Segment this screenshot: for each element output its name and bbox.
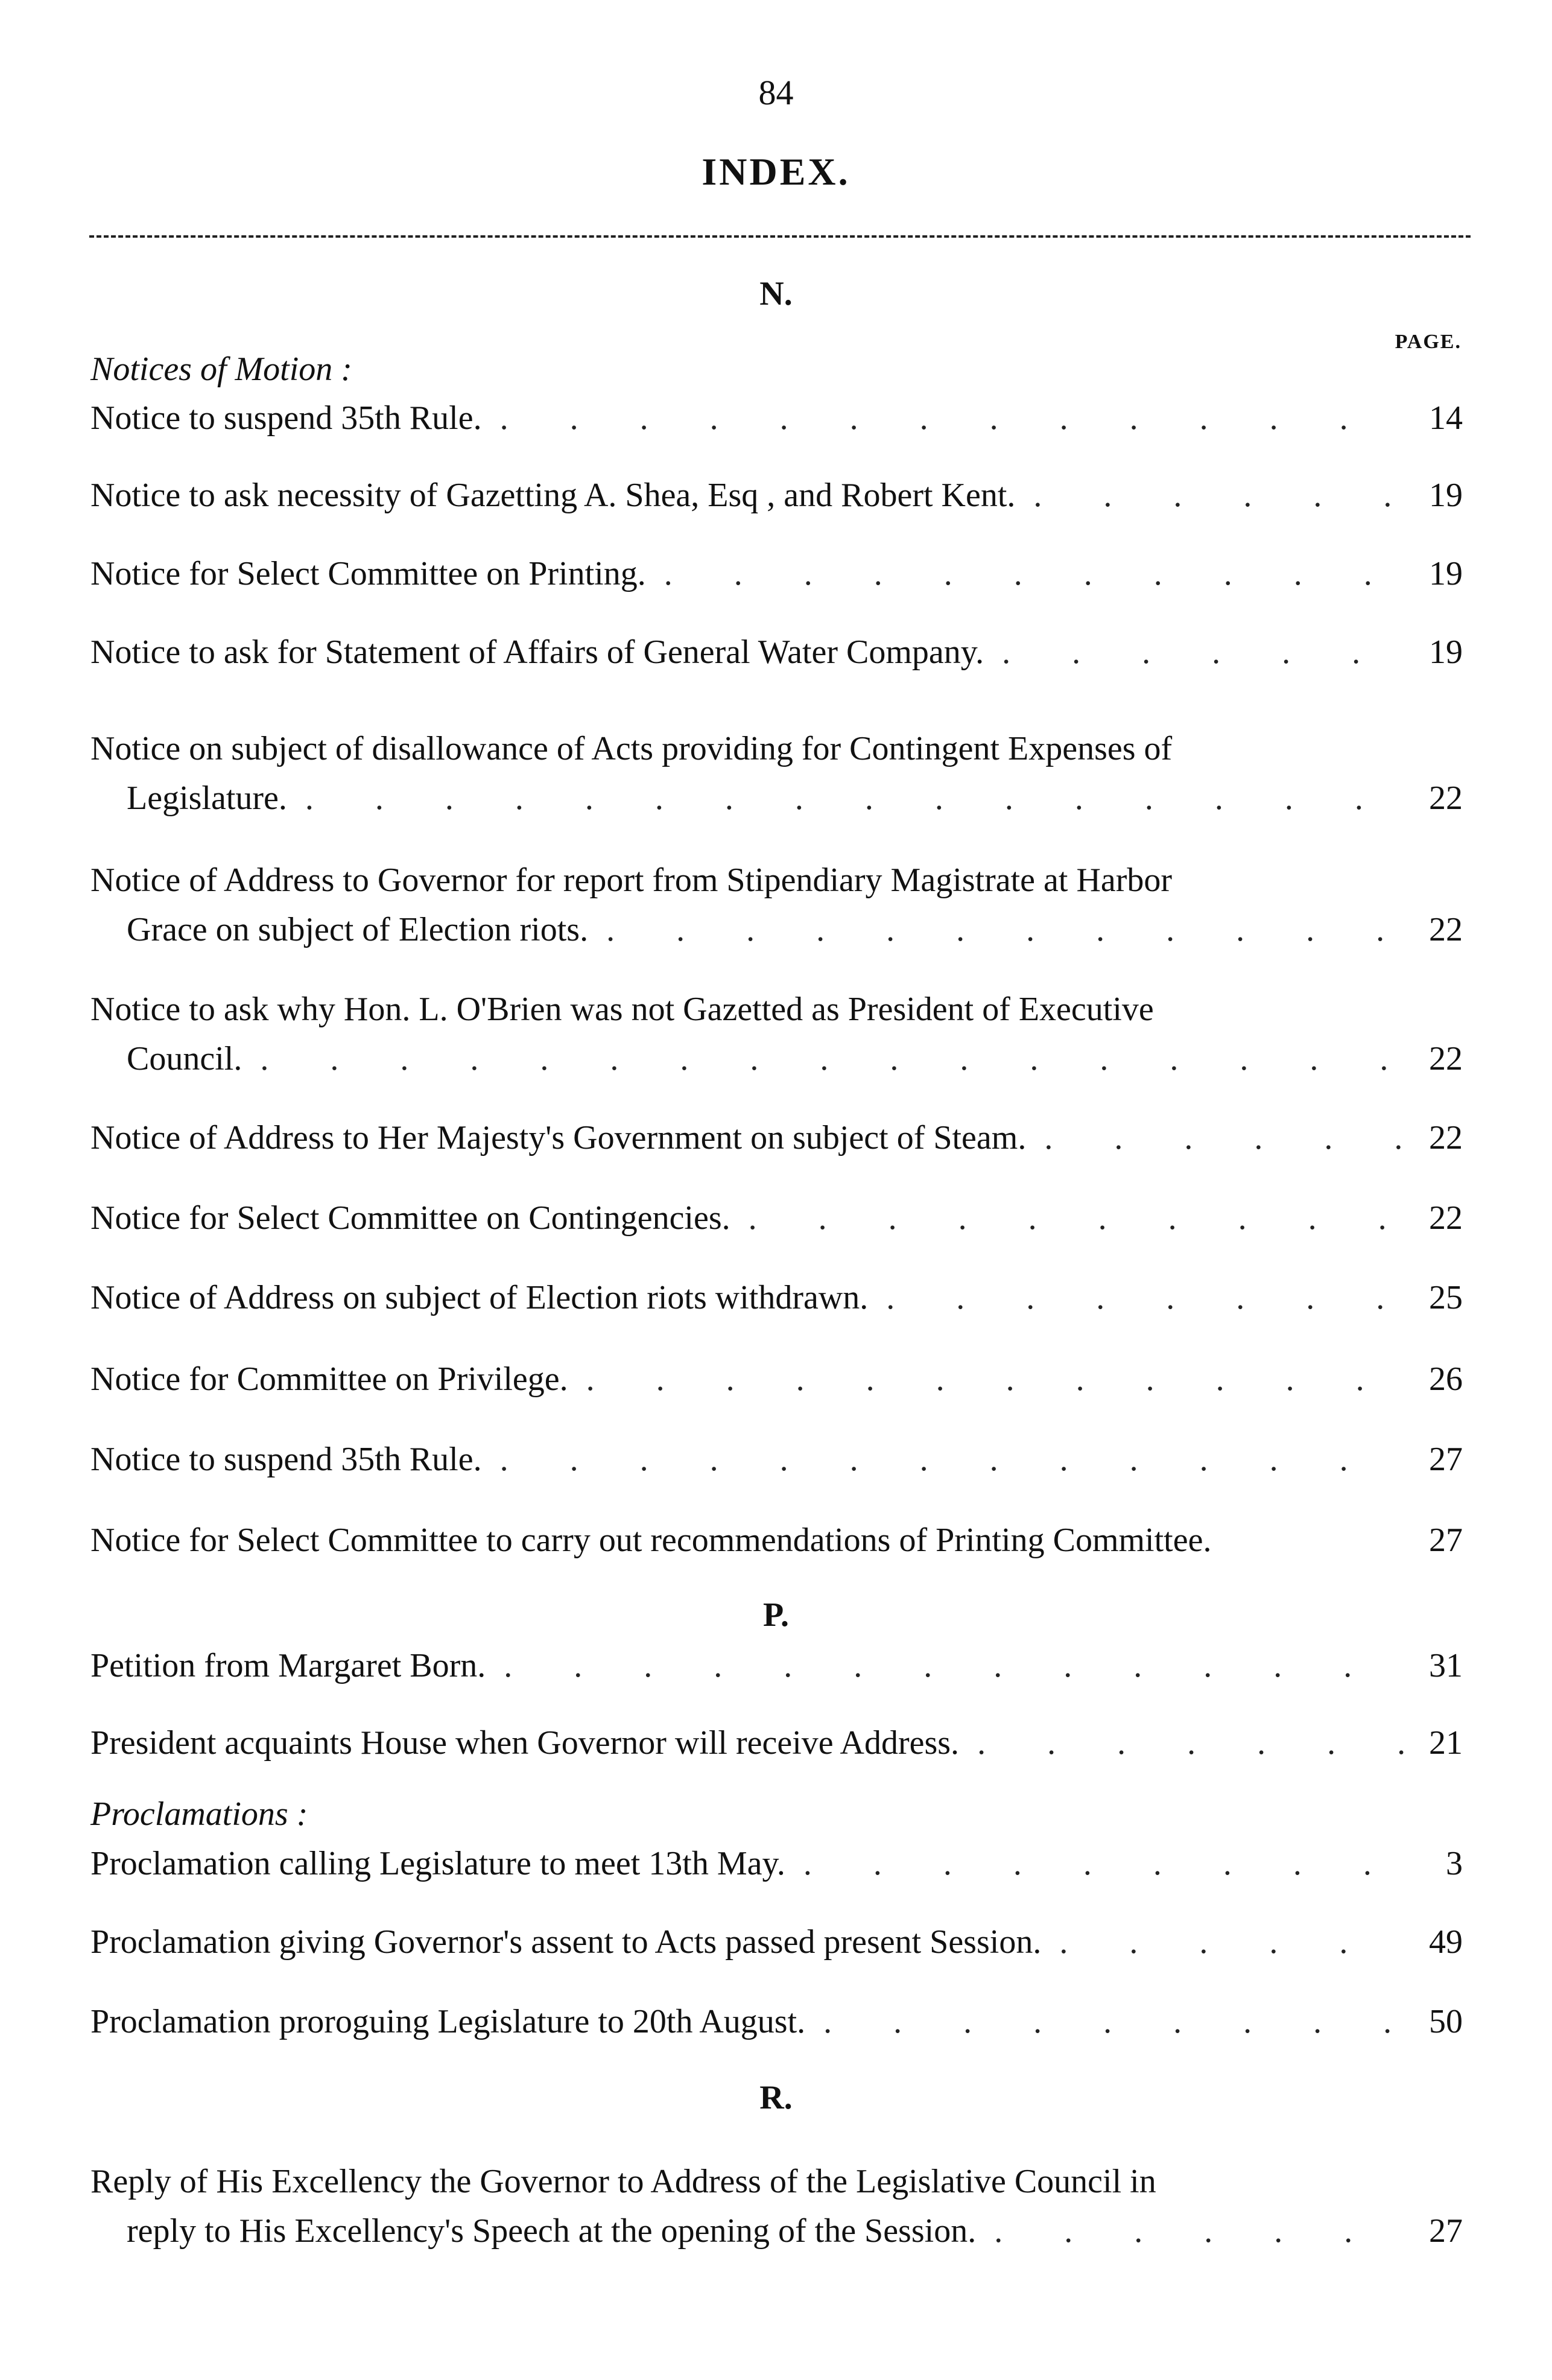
entry-text: Notice for Select Committee on Printing. — [90, 555, 646, 592]
leader-dots — [868, 1273, 1408, 1322]
entry-text: Proclamation proroguing Legislature to 20th August. — [90, 2003, 806, 2040]
entry-text: Proclamation calling Legislature to meet 13th May. — [90, 1845, 785, 1882]
index-title: INDEX. — [702, 150, 850, 193]
subheading-notices-of-motion: Notices of Motion : — [90, 351, 352, 388]
entry-text: Notice of Address to Governor for report from Stipendiary Magistrate at Harbor — [90, 862, 1173, 899]
entry-page: 27 — [1429, 1522, 1463, 1559]
page-column-label: PAGE. — [1395, 331, 1462, 353]
section-letter-r: R. — [759, 2079, 793, 2116]
entry-page: 25 — [1429, 1279, 1463, 1316]
entry-page: 19 — [1429, 633, 1463, 671]
entry-page: 27 — [1429, 1441, 1463, 1478]
entry-page: 19 — [1429, 555, 1463, 592]
entry-text: Notice to ask for Statement of Affairs of General Water Company. — [90, 633, 984, 671]
index-entry — [90, 1273, 1463, 1322]
index-entry — [90, 393, 1463, 443]
entry-page: 50 — [1429, 2003, 1463, 2040]
entry-page: 14 — [1429, 399, 1463, 437]
entry-text: Notice for Committee on Privilege. — [90, 1360, 568, 1398]
leader-dots — [646, 549, 1408, 598]
entry-text-continued: Council. — [127, 1040, 242, 1077]
entry-text: Reply of His Excellency the Governor to Address of the Legislative Council in — [90, 2163, 1156, 2200]
index-entry — [90, 985, 1463, 1084]
entry-page: 21 — [1429, 1724, 1463, 1762]
leader-dots — [959, 1718, 1408, 1768]
index-entry — [90, 627, 1463, 677]
leader-dots — [730, 1193, 1408, 1243]
entry-text: Notice for Select Committee on Contingencies. — [90, 1199, 730, 1237]
entry-text: Notice to ask necessity of Gazetting A. Shea, Esq , and Robert Kent. — [90, 477, 1016, 514]
leader-dots — [1041, 1917, 1408, 1967]
index-entry — [90, 2157, 1463, 2256]
entry-page: 22 — [1429, 1040, 1463, 1077]
entry-page: 22 — [1429, 779, 1463, 817]
leader-dots — [588, 905, 1408, 954]
entry-text: Proclamation giving Governor's assent to Acts passed present Session. — [90, 1923, 1042, 1961]
entry-page: 22 — [1429, 1199, 1463, 1237]
entry-text: Notice to suspend 35th Rule. — [90, 1441, 482, 1478]
entry-text: Notice to ask why Hon. L. O'Brien was not Gazetted as President of Executive — [90, 991, 1154, 1028]
entry-text-continued: Grace on subject of Election riots. — [127, 911, 589, 948]
index-entry — [90, 1113, 1463, 1163]
entry-text: President acquaints House when Governor will receive Address. — [90, 1724, 960, 1762]
leader-dots — [482, 1435, 1408, 1484]
leader-dots — [242, 1034, 1408, 1084]
index-entry — [90, 1435, 1463, 1484]
entry-page: 19 — [1429, 477, 1463, 514]
index-entry — [90, 549, 1463, 598]
index-entry — [90, 1718, 1463, 1768]
index-entry — [90, 1839, 1463, 1888]
section-letter-p: P. — [762, 1596, 790, 1634]
entry-text: Notice to suspend 35th Rule. — [90, 399, 482, 437]
index-entry — [90, 1515, 1463, 1565]
leader-dots — [805, 1997, 1408, 2046]
leader-dots — [1015, 471, 1408, 520]
leader-dots — [1026, 1113, 1408, 1163]
entry-text: Notice of Address on subject of Election riots withdrawn. — [90, 1279, 869, 1316]
entry-page: 26 — [1429, 1360, 1463, 1398]
index-entry — [90, 1917, 1463, 1967]
leader-dots — [785, 1839, 1408, 1888]
entry-text: Notice of Address to Her Majesty's Government on subject of Steam. — [90, 1119, 1027, 1157]
index-entry — [90, 1193, 1463, 1243]
entry-text: Petition from Margaret Born. — [90, 1647, 486, 1684]
entry-page: 22 — [1429, 1119, 1463, 1157]
entry-page: 3 — [1446, 1845, 1463, 1882]
subheading-proclamations: Proclamations : — [90, 1795, 308, 1833]
leader-dots — [482, 393, 1408, 443]
index-entry — [90, 1641, 1463, 1690]
entry-page: 27 — [1429, 2212, 1463, 2250]
header-rule — [89, 235, 1471, 238]
index-entry — [90, 855, 1463, 954]
entry-page: 31 — [1429, 1647, 1463, 1684]
leader-dots — [976, 2206, 1408, 2256]
index-entry — [90, 1997, 1463, 2046]
entry-text-continued: Legislature. — [127, 779, 287, 817]
leader-dots — [486, 1641, 1408, 1690]
index-entry — [90, 724, 1463, 823]
leader-dots — [287, 773, 1408, 823]
page-number: 84 — [758, 73, 794, 112]
entry-text: Notice on subject of disallowance of Acts providing for Contingent Expenses of — [90, 730, 1173, 767]
entry-page: 49 — [1429, 1923, 1463, 1961]
index-entry — [90, 1354, 1463, 1404]
entry-text: Notice for Select Committee to carry out recommendations of Printing Committee. — [90, 1522, 1212, 1559]
entry-text-continued: reply to His Excellency's Speech at the opening of the Session. — [127, 2212, 977, 2250]
entry-page: 22 — [1429, 911, 1463, 948]
leader-dots — [984, 627, 1408, 677]
index-entry — [90, 471, 1463, 520]
section-letter-n: N. — [759, 275, 793, 313]
leader-dots — [568, 1354, 1408, 1404]
